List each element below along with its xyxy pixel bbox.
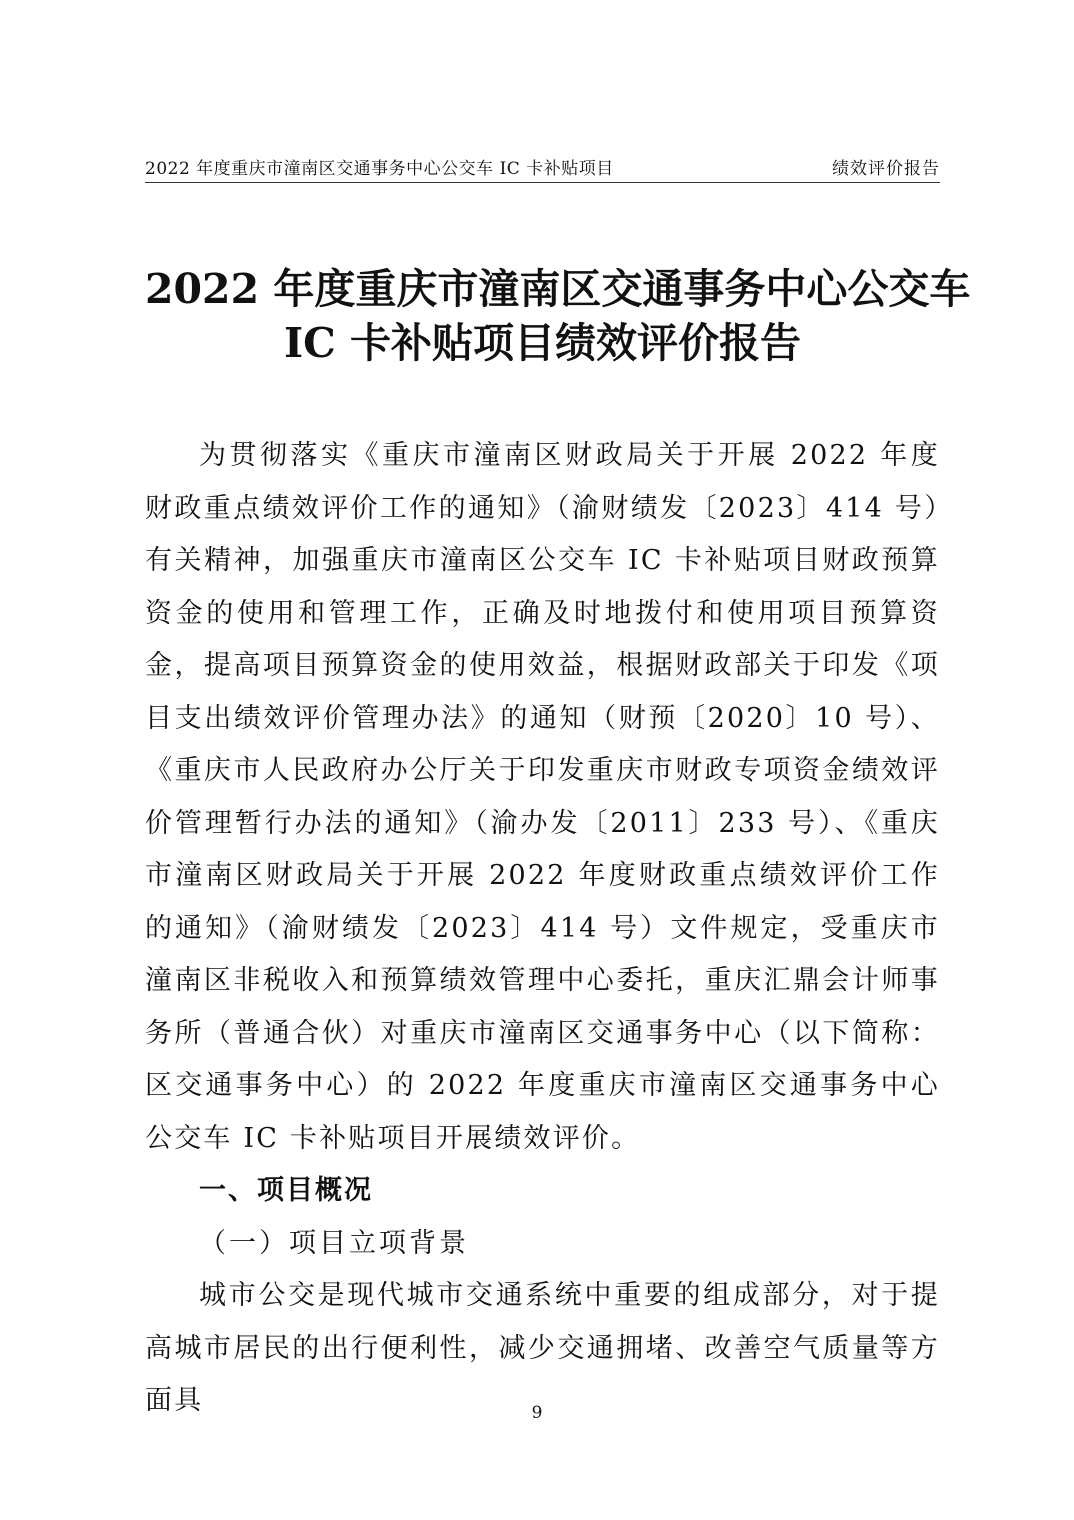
document-title-line-2: IC 卡补贴项目绩效评价报告 <box>283 319 802 367</box>
intro-paragraph: 为贯彻落实《重庆市潼南区财政局关于开展 2022 年度财政重点绩效评价工作的通知》（渝财绩发〔2023〕414 号）有关精神，加强重庆市潼南区公交车 IC 卡补贴项目财政预算资金的使用和管理工作，正确及时地拨付和使用项目预算资金，提高项目预算资金的使用效益，根据财政部关于印发《项目支出绩效评价管理办法》的通知（财预〔2020〕10 号）、《重庆市人民政府办公厅关于印发重庆市财政专项资金绩效评价管理暂行办法的通知》（渝办发〔2011〕233 号）、《重庆市潼南区财政局关于开展 2022 年度财政重点绩效评价工作的通知》（渝财绩发〔2023〕414 号）文件规定，受重庆市潼南区非税收入和预算绩效管理中心委托，重庆汇鼎会计师事务所（普通合伙）对重庆市潼南区交通事务中心（以下简称：区交通事务中心）的 2022 年度重庆市潼南区交通事务中心公交车 IC 卡补贴项目开展绩效评价。 <box>145 440 940 1154</box>
running-header-title: 2022 年度重庆市潼南区交通事务中心公交车 IC 卡补贴项目 <box>145 159 614 179</box>
document-title-line-1: 2022 年度重庆市潼南区交通事务中心公交车 <box>145 265 971 313</box>
section-heading-project-overview: 一、项目概况 <box>199 1175 373 1206</box>
running-header-report-type: 绩效评价报告 <box>832 159 940 179</box>
running-header <box>145 150 940 183</box>
background-paragraph: 城市公交是现代城市交通系统中重要的组成部分，对于提高城市居民的出行便利性，减少交通拥堵、改善空气质量等方面具 <box>145 1280 940 1416</box>
subsection-heading-project-background: （一）项目立项背景 <box>199 1227 469 1259</box>
document-title <box>145 262 971 370</box>
page-number: 9 <box>531 1403 543 1423</box>
document-body <box>145 430 940 1428</box>
